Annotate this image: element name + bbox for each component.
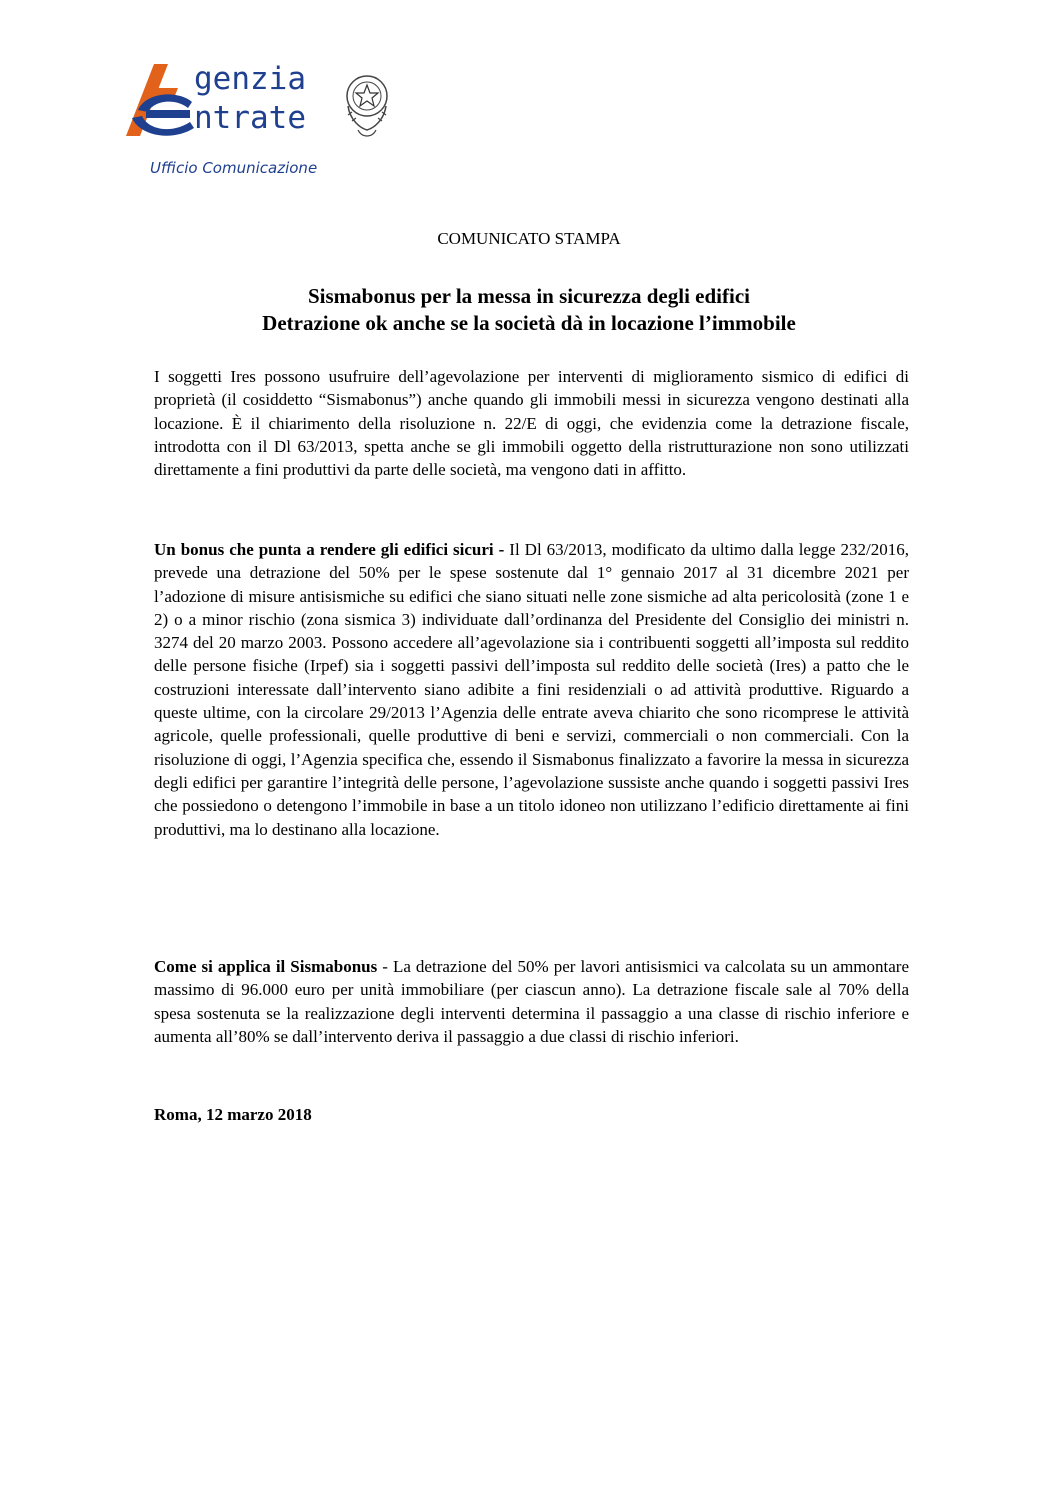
- paragraph-intro: I soggetti Ires possono usufruire dell’agevolazione per interventi di miglioramento sismico di edifici di proprietà (il cosiddetto “Sismabonus”) anche quando gli immobili messi in sicurezza vengono destinati alla locazione. È il chiarimento della risoluzione n. 22/E di oggi, che evidenzia come la detrazione fiscale, introdotta con il Dl 63/2013, spetta anche se gli immobili oggetto della ristrutturazione non sono utilizzati direttamente a fini produttivi da parte delle società, ma vengono dati in affitto.: [154, 367, 909, 480]
- signoff-date: Roma, 12 marzo 2018: [154, 1105, 312, 1124]
- logo-word-ntrate: ntrate: [194, 100, 306, 136]
- italian-republic-emblem-icon: [342, 68, 392, 144]
- document-title: [0, 283, 1058, 337]
- document-kicker: COMUNICATO STAMPA: [437, 229, 621, 248]
- logo-word-genzia: genzia: [194, 61, 306, 97]
- title-line-2: Detrazione ok anche se la società dà in locazione l’immobile: [262, 311, 796, 335]
- title-line-1: Sismabonus per la messa in sicurezza degli edifici: [308, 284, 750, 308]
- section-heading-bonus: Un bonus che punta a rendere gli edifici sicuri -: [154, 540, 505, 559]
- section-body-bonus: Il Dl 63/2013, modificato da ultimo dalla legge 232/2016, prevede una detrazione del 50% per le spese sostenute dal 1° gennaio 2017 al 31 dicembre 2021 per l’adozione di misure antisismiche su edifici che siano situati nelle zone sismiche ad alta pericolosità (zone 1 e 2) o a minor rischio (zona sismica 3) individuate dall’ordinanza del Presidente del Consiglio dei ministri n. 3274 del 20 marzo 2003. Possono accedere all’agevolazione sia i contribuenti soggetti all’imposta sul reddito delle persone fisiche (Irpef) sia i soggetti passivi dell’imposta sul reddito delle società (Ires) a patto che le costruzioni interessate dall’intervento siano adibite a fini residenziali o ad attività produttive. Riguardo a queste ultime, con la circolare 29/2013 l’Agenzia delle entrate aveva chiarito che sono ricomprese le attività agricole, quelle professionali, quelle produttive di beni e servizi, commerciali o non commerciali. Con la risoluzione di oggi, l’Agenzia specifica che, essendo il Sismabonus finalizzato a favorire la messa in sicurezza degli edifici per garantire l’integrità delle persone, l’agevolazione sussiste anche quando i soggetti passivi Ires che possiedono o detengono l’immobile in base a un titolo idoneo non utilizzano l’edificio direttamente ai fini produttivi, ma lo destinano alla locazione.: [154, 540, 909, 839]
- paragraph-bonus: [154, 538, 909, 841]
- paragraph-application: [154, 955, 909, 1048]
- section-heading-application: Come si applica il Sismabonus: [154, 957, 378, 976]
- office-name: Ufficio Comunicazione: [150, 159, 318, 177]
- section-body-application: - La detrazione del 50% per lavori antisismici va calcolata su un ammontare massimo di 96.000 euro per unità immobiliare (per ciascun anno). La detrazione fiscale sale al 70% della spesa sostenuta se la realizzazione degli interventi determina il passaggio a una classe di rischio inferiore e aumenta all’80% se dall’intervento deriva il passaggio a due classi di rischio inferiori.: [154, 957, 909, 1046]
